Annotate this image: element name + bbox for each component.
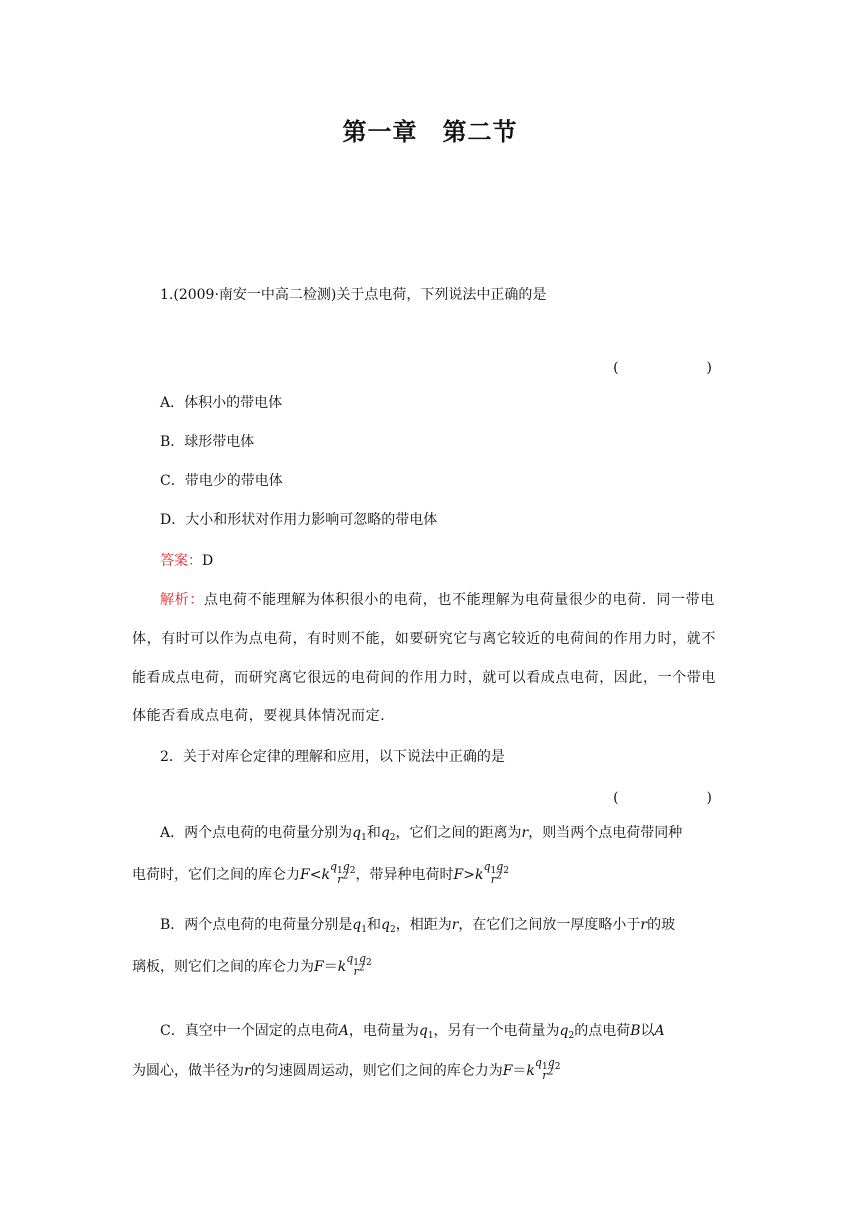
q1-option-c: C．带电少的带电体 — [160, 473, 283, 489]
q2-answer-paren: ( ) — [613, 790, 732, 806]
answer-label: 答案： — [160, 553, 202, 569]
q1-option-d: D．大小和形状对作用力影响可忽略的带电体 — [160, 512, 438, 528]
q2-option-c-line-1: C．真空中一个固定的点电荷A，电荷量为$q_1$，另有一个电荷量为$q_2$的点电荷B以A — [160, 1023, 665, 1041]
coulomb-fraction: $q_1q_2$ $r^2$ — [329, 860, 356, 886]
answer-value: D — [202, 553, 214, 569]
q2-option-b-line-1: B．两个点电荷的电荷量分别是$q_1$和$q_2$，相距为r，在它们之间放一厚度略小于r的玻 — [160, 917, 676, 935]
q1-analysis-line-1: 解析：点电荷不能理解为体积很小的电荷，也不能理解为电荷量很少的电荷．同一带电 — [160, 592, 715, 608]
q2-option-c-line-2: 为圆心，做半径为r的匀速圆周运动，则它们之间的库仑力为F＝k $q_1q_2$ $r^2$ — [132, 1056, 561, 1082]
q1-stem: 1.(2009·南安一中高二检测)关于点电荷，下列说法中正确的是 — [160, 287, 547, 303]
q2-option-a-line-1: A．两个点电荷的电荷量分别为$q_1$和$q_2$，它们之间的距离为r，则当两个点电荷带同种 — [160, 825, 683, 843]
q1-answer — [160, 550, 732, 572]
q1-analysis-line-2: 体，有时可以作为点电荷，有时则不能，如要研究它与离它较近的电荷间的作用力时，就不 — [132, 631, 716, 647]
q1-answer-paren: ( ) — [613, 360, 732, 376]
q1-analysis-line-4: 体能否看成点电荷，要视具体情况而定． — [132, 708, 395, 724]
q2-stem: 2．关于对库仑定律的理解和应用，以下说法中正确的是 — [160, 749, 505, 765]
analysis-label: 解析： — [160, 592, 204, 608]
q1-option-a: A．体积小的带电体 — [160, 395, 283, 411]
q2-option-b-line-2: 璃板，则它们之间的库仑力为F＝k $q_1q_2$ $r^2$ — [132, 952, 372, 978]
chapter-title: 第一章 第二节 — [342, 117, 518, 146]
q2-option-a-line-2: 电荷时，它们之间的库仑力F<k $q_1q_2$ $r^2$ ，带异种电荷时F>k $q_1q_2$ $r^2$ — [132, 860, 509, 886]
coulomb-fraction: $q_1q_2$ $r^2$ — [346, 952, 372, 978]
coulomb-fraction: $q_1q_2$ $r^2$ — [483, 860, 509, 886]
q1-analysis-line-3: 能看成点电荷，而研究离它很远的电荷间的作用力时，就可以看成点电荷，因此，一个带电 — [132, 670, 716, 686]
q1-option-b: B．球形带电体 — [160, 434, 255, 450]
coulomb-fraction: $q_1q_2$ $r^2$ — [534, 1056, 561, 1082]
